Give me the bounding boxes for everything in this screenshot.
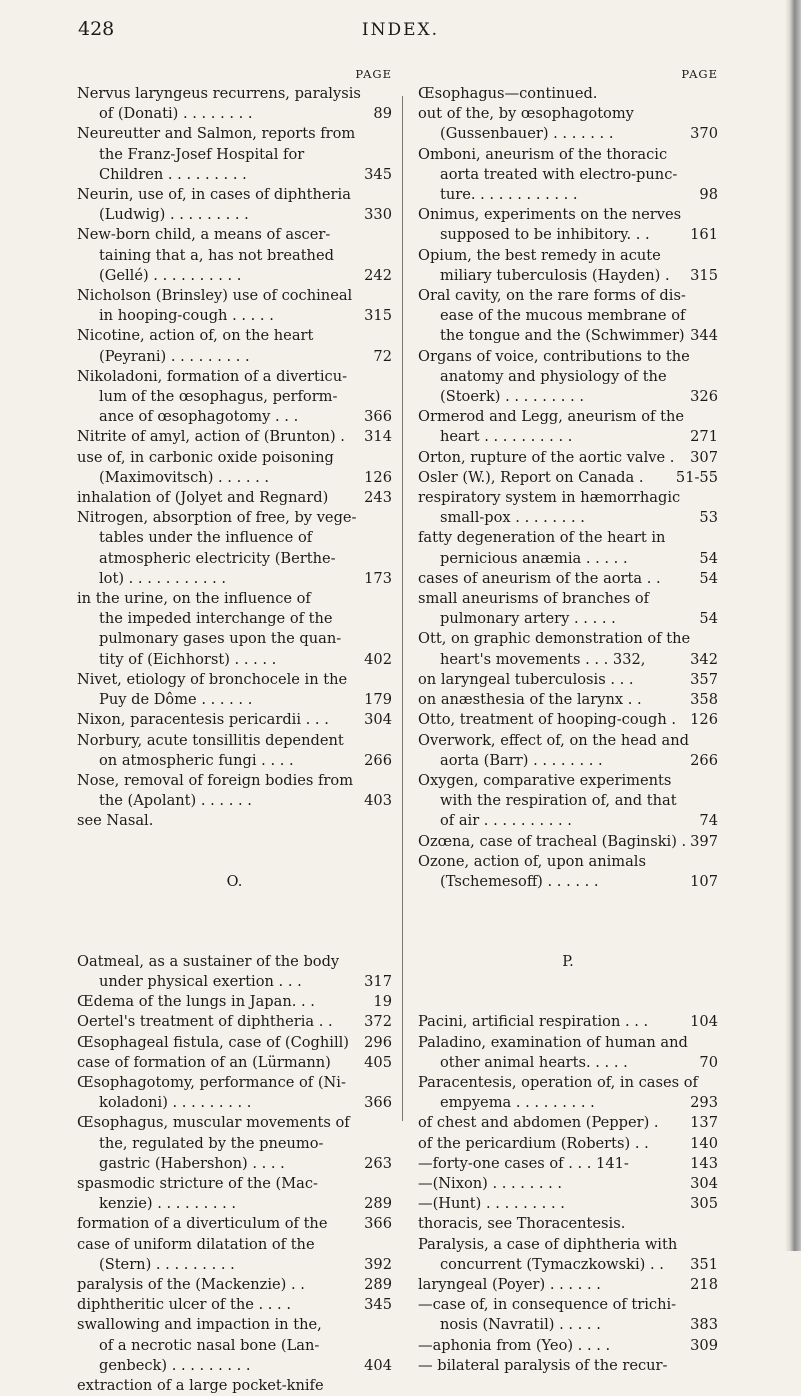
index-entry xyxy=(77,1174,392,1214)
entry-line: case of uniform dilatation of the xyxy=(77,1235,315,1253)
entry-line: —(Hunt) . . . . . . . . . xyxy=(418,1195,565,1213)
index-entry xyxy=(418,488,718,528)
entry-line: of a necrotic nasal bone (Lan- xyxy=(99,1336,320,1354)
index-entry xyxy=(77,448,392,488)
column-divider xyxy=(402,96,403,1121)
index-entry xyxy=(77,1235,392,1275)
entry-line: Œsophageal fistula, case of (Coghill) xyxy=(77,1033,349,1051)
entry-page-number: 293 xyxy=(690,1094,718,1112)
entry-page-number: 342 xyxy=(690,650,718,668)
index-entry xyxy=(77,326,392,366)
entry-line: Nicotine, action of, on the heart xyxy=(77,327,314,345)
entry-line: cases of aneurism of the aorta . . xyxy=(418,569,661,587)
entry-page-number: 54 xyxy=(699,610,718,628)
entry-line: lot) . . . . . . . . . . . xyxy=(99,569,227,587)
entry-line: koladoni) . . . . . . . . . xyxy=(99,1094,252,1112)
entry-page-number: 344 xyxy=(690,327,718,345)
entry-line: Nervus laryngeus recurrens, paralysis xyxy=(77,85,361,102)
entry-line: Onimus, experiments on the nerves xyxy=(418,206,682,224)
entry-line: taining that a, has not breathed xyxy=(99,246,334,264)
entry-line: pernicious anæmia . . . . . xyxy=(440,549,628,567)
entry-page-number: 19 xyxy=(373,993,392,1011)
entry-line: Œsophagus—continued. xyxy=(418,85,598,102)
entry-line: ture. . . . . . . . . . . . xyxy=(440,186,578,204)
entry-page-number: 397 xyxy=(690,832,718,850)
entry-line: of the pericardium (Roberts) . . xyxy=(418,1134,649,1152)
entry-line: Nivet, etiology of bronchocele in the xyxy=(77,670,348,688)
index-entry xyxy=(77,992,392,1012)
entry-page-number: 74 xyxy=(699,812,718,830)
entry-line: heart's movements . . . 332, xyxy=(440,650,646,668)
entry-page-number: 263 xyxy=(364,1154,392,1172)
index-entry xyxy=(418,690,718,710)
index-entry xyxy=(77,1033,392,1053)
index-entry xyxy=(77,225,392,286)
index-entry xyxy=(418,205,718,245)
entry-page-number: 126 xyxy=(690,711,718,729)
index-entry xyxy=(418,1336,718,1356)
index-section-o-continued xyxy=(418,84,718,892)
entry-page-number: 402 xyxy=(364,650,392,668)
index-entry xyxy=(418,1194,718,1214)
entry-line: inhalation of (Jolyet and Regnard) xyxy=(77,489,329,507)
index-entry xyxy=(418,1154,718,1174)
entry-line: the (Apolant) . . . . . . xyxy=(99,792,252,810)
entry-line: Osler (W.), Report on Canada . xyxy=(418,468,644,486)
entry-page-number: 405 xyxy=(364,1053,392,1071)
entry-line: extraction of a large pocket-knife xyxy=(77,1376,324,1394)
index-entry xyxy=(77,771,392,811)
entry-line: heart . . . . . . . . . . xyxy=(440,428,573,446)
entry-line: under physical exertion . . . xyxy=(99,972,302,990)
index-entry xyxy=(418,710,718,730)
entry-line: the tongue and the (Schwimmer) xyxy=(440,327,685,345)
entry-line: thoracis, see Thoracentesis. xyxy=(418,1215,626,1233)
entry-page-number: 54 xyxy=(699,569,718,587)
entry-line: Œsophagus, muscular movements of xyxy=(77,1114,350,1132)
running-head: INDEX. xyxy=(361,20,440,40)
index-entry xyxy=(77,1315,392,1376)
entry-line: Overwork, effect of, on the head and xyxy=(418,731,689,749)
entry-page-number: 357 xyxy=(690,670,718,688)
entry-line: (Maximovitsch) . . . . . . xyxy=(99,468,270,486)
index-entry xyxy=(77,670,392,710)
entry-line: formation of a diverticulum of the xyxy=(77,1215,328,1233)
entry-page-number: 266 xyxy=(364,751,392,769)
entry-page-number: 345 xyxy=(364,165,392,183)
entry-line: aorta (Barr) . . . . . . . . xyxy=(440,751,603,769)
index-entry xyxy=(77,508,392,589)
entry-line: tables under the influence of xyxy=(99,529,313,547)
entry-page-number: 54 xyxy=(699,549,718,567)
entry-line: concurrent (Tymaczkowski) . . xyxy=(440,1255,664,1273)
section-heading-o: O. xyxy=(226,873,243,890)
index-entry xyxy=(418,468,718,488)
entry-page-number: 243 xyxy=(364,489,392,507)
entry-page-number: 126 xyxy=(364,468,392,486)
entry-page-number: 289 xyxy=(364,1275,392,1293)
entry-line: —aphonia from (Yeo) . . . . xyxy=(418,1336,611,1354)
entry-line: genbeck) . . . . . . . . . xyxy=(99,1356,251,1374)
entry-page-number: 266 xyxy=(690,751,718,769)
entry-line: supposed to be inhibitory. . . xyxy=(440,226,650,244)
book-page-edge xyxy=(785,0,801,1251)
index-entry xyxy=(418,1295,718,1335)
entry-line: on laryngeal tuberculosis . . . xyxy=(418,670,634,688)
entry-page-number: 309 xyxy=(690,1336,718,1354)
entry-line: laryngeal (Poyer) . . . . . . xyxy=(418,1275,601,1293)
entry-line: (Gussenbauer) . . . . . . . xyxy=(440,125,614,143)
index-entry xyxy=(77,1214,392,1234)
entry-page-number: 383 xyxy=(690,1316,718,1334)
entry-page-number: 366 xyxy=(364,408,392,426)
entry-line: on anæsthesia of the larynx . . xyxy=(418,691,642,709)
entry-page-number: 289 xyxy=(364,1195,392,1213)
index-entry xyxy=(77,952,392,992)
index-entry xyxy=(418,1012,718,1032)
entry-page-number: 271 xyxy=(690,428,718,446)
entry-page-number: 104 xyxy=(690,1013,718,1031)
entry-line: Ozœna, case of tracheal (Baginski) . xyxy=(418,832,687,850)
entry-line: the impeded interchange of the xyxy=(99,610,333,628)
entry-line: Nitrogen, absorption of free, by vege- xyxy=(77,509,357,527)
entry-page-number: 98 xyxy=(699,186,718,204)
entry-line: the, regulated by the pneumo- xyxy=(99,1134,324,1152)
entry-line: Neurin, use of, in cases of diphtheria xyxy=(77,186,351,204)
entry-page-number: 317 xyxy=(364,972,392,990)
entry-line: ease of the mucous membrane of xyxy=(440,307,686,325)
index-section-o xyxy=(77,952,392,1396)
entry-line: Ott, on graphic demonstration of the xyxy=(418,630,691,648)
entry-page-number: 218 xyxy=(690,1275,718,1293)
index-entry xyxy=(77,1376,392,1396)
entry-line: Paladino, examination of human and xyxy=(418,1033,688,1051)
entry-line: (Stern) . . . . . . . . . xyxy=(99,1255,235,1273)
entry-page-number: 404 xyxy=(364,1356,392,1374)
entry-line: Ormerod and Legg, aneurism of the xyxy=(418,408,685,426)
entry-page-number: 242 xyxy=(364,266,392,284)
entry-line: Norbury, acute tonsillitis dependent xyxy=(77,731,344,749)
entry-line: spasmodic stricture of the (Mac- xyxy=(77,1174,318,1192)
entry-page-number: 72 xyxy=(373,347,392,365)
entry-line: Puy de Dôme . . . . . . xyxy=(99,691,253,709)
entry-line: atmospheric electricity (Berthe- xyxy=(99,549,336,567)
index-entry xyxy=(418,246,718,286)
page-number: 428 xyxy=(78,18,115,40)
index-entry xyxy=(77,1012,392,1032)
entry-page-number: 366 xyxy=(364,1094,392,1112)
entry-line: —(Nixon) . . . . . . . . xyxy=(418,1174,563,1192)
entry-line: fatty degeneration of the heart in xyxy=(418,529,666,547)
entry-page-number: 51-55 xyxy=(675,468,718,486)
entry-page-number: 137 xyxy=(690,1114,718,1132)
index-entry xyxy=(418,145,718,206)
entry-line: anatomy and physiology of the xyxy=(440,367,667,385)
entry-line: (Stoerk) . . . . . . . . . xyxy=(440,388,584,406)
entry-line: (Gellé) . . . . . . . . . . xyxy=(99,266,242,284)
entry-page-number: 304 xyxy=(364,711,392,729)
index-entry xyxy=(418,1214,718,1234)
entry-page-number: 89 xyxy=(373,105,392,123)
entry-line: on atmospheric fungi . . . . xyxy=(99,751,294,769)
index-entry xyxy=(77,710,392,730)
index-entry xyxy=(77,185,392,225)
entry-line: with the respiration of, and that xyxy=(440,792,677,810)
entry-line: ance of œsophagotomy . . . xyxy=(99,408,299,426)
entry-page-number: 366 xyxy=(364,1215,392,1233)
entry-page-number: 403 xyxy=(364,792,392,810)
entry-line: Omboni, aneurism of the thoracic xyxy=(418,145,668,163)
entry-line: out of the, by œsophagotomy xyxy=(418,105,634,123)
right-column xyxy=(418,64,718,1376)
entry-line: Pacini, artificial respiration . . . xyxy=(418,1013,649,1031)
index-entry xyxy=(418,852,718,892)
entry-line: Œdema of the lungs in Japan. . . xyxy=(77,993,315,1011)
index-entry xyxy=(77,488,392,508)
entry-line: pulmonary gases upon the quan- xyxy=(99,630,342,648)
index-section-p xyxy=(418,1012,718,1376)
index-entry xyxy=(418,286,718,347)
entry-line: lum of the œsophagus, perform- xyxy=(99,388,338,406)
entry-page-number: 107 xyxy=(690,872,718,890)
entry-line: Oertel's treatment of diphtheria . . xyxy=(77,1013,333,1031)
index-entry xyxy=(418,569,718,589)
index-entry xyxy=(418,731,718,771)
index-entry xyxy=(77,1073,392,1113)
entry-line: gastric (Habershon) . . . . xyxy=(99,1154,285,1172)
entry-page-number: 143 xyxy=(690,1154,718,1172)
entry-page-number: 315 xyxy=(364,307,392,325)
index-entry xyxy=(418,84,718,104)
index-entry xyxy=(77,1295,392,1315)
index-entry xyxy=(418,771,718,832)
entry-page-number: 370 xyxy=(690,125,718,143)
index-entry xyxy=(77,1275,392,1295)
index-entry xyxy=(418,104,718,144)
index-entry xyxy=(418,1235,718,1275)
entry-line: see Nasal. xyxy=(77,812,154,830)
entry-page-number: 315 xyxy=(690,266,718,284)
entry-page-number: 392 xyxy=(364,1255,392,1273)
entry-line: Orton, rupture of the aortic valve . xyxy=(418,448,675,466)
entry-page-number: 305 xyxy=(690,1195,718,1213)
entry-line: — bilateral paralysis of the recur- xyxy=(418,1356,668,1374)
entry-page-number: 372 xyxy=(364,1013,392,1031)
entry-line: pulmonary artery . . . . . xyxy=(440,610,616,628)
entry-line: Nixon, paracentesis pericardii . . . xyxy=(77,711,329,729)
index-entry xyxy=(77,589,392,670)
index-entry xyxy=(418,448,718,468)
entry-line: —case of, in consequence of trichi- xyxy=(418,1296,677,1314)
entry-page-number: 330 xyxy=(364,206,392,224)
page-header xyxy=(0,0,801,60)
entry-line: aorta treated with electro-punc- xyxy=(440,165,678,183)
entry-page-number: 326 xyxy=(690,388,718,406)
index-entry xyxy=(418,629,718,669)
index-entry xyxy=(77,811,392,831)
index-entry xyxy=(77,427,392,447)
index-entry xyxy=(418,347,718,408)
entry-line: of (Donati) . . . . . . . . xyxy=(99,105,253,123)
entry-line: Nose, removal of foreign bodies from xyxy=(77,771,354,789)
entry-line: Oxygen, comparative experiments xyxy=(418,771,672,789)
entry-page-number: 314 xyxy=(364,428,392,446)
index-entry xyxy=(418,1033,718,1073)
index-section-n xyxy=(77,84,392,832)
entry-line: empyema . . . . . . . . . xyxy=(440,1094,595,1112)
index-entry xyxy=(77,367,392,428)
entry-line: (Tschemesoff) . . . . . . xyxy=(440,872,599,890)
index-entry xyxy=(418,832,718,852)
entry-line: Œsophagotomy, performance of (Ni- xyxy=(77,1073,346,1091)
entry-line: in hooping-cough . . . . . xyxy=(99,307,274,325)
entry-page-number: 161 xyxy=(690,226,718,244)
entry-line: Oatmeal, as a sustainer of the body xyxy=(77,952,340,970)
entry-line: in the urine, on the influence of xyxy=(77,590,311,608)
entry-line: Nikoladoni, formation of a diverticu- xyxy=(77,367,348,385)
index-entry xyxy=(77,1053,392,1073)
index-entry xyxy=(77,286,392,326)
entry-line: Paralysis, a case of diphtheria with xyxy=(418,1235,678,1253)
index-entry xyxy=(418,1073,718,1113)
entry-line: other animal hearts. . . . . xyxy=(440,1053,628,1071)
index-entry xyxy=(418,1134,718,1154)
index-entry xyxy=(418,589,718,629)
entry-page-number: 345 xyxy=(364,1296,392,1314)
entry-line: of chest and abdomen (Pepper) . xyxy=(418,1114,659,1132)
entry-page-number: 173 xyxy=(364,569,392,587)
entry-line: Opium, the best remedy in acute xyxy=(418,246,661,264)
entry-line: Oral cavity, on the rare forms of dis- xyxy=(418,287,686,305)
index-entry xyxy=(418,670,718,690)
entry-page-number: 304 xyxy=(690,1174,718,1192)
entry-page-number: 351 xyxy=(690,1255,718,1273)
index-entry xyxy=(418,1356,718,1376)
index-entry xyxy=(77,124,392,185)
entry-line: swallowing and impaction in the, xyxy=(77,1316,322,1334)
entry-line: diphtheritic ulcer of the . . . . xyxy=(77,1296,291,1314)
entry-line: Otto, treatment of hooping-cough . xyxy=(418,711,677,729)
entry-line: Neureutter and Salmon, reports from xyxy=(77,125,356,143)
entry-line: use of, in carbonic oxide poisoning xyxy=(77,448,334,466)
entry-line: nosis (Navratil) . . . . . xyxy=(440,1316,601,1334)
entry-page-number: 296 xyxy=(364,1033,392,1051)
entry-line: —forty-one cases of . . . 141- xyxy=(418,1154,629,1172)
entry-line: tity of (Eichhorst) . . . . . xyxy=(99,650,277,668)
index-entry xyxy=(418,1113,718,1133)
entry-line: small aneurisms of branches of xyxy=(418,590,650,608)
entry-line: Ozone, action of, upon animals xyxy=(418,852,646,870)
index-entry xyxy=(418,407,718,447)
entry-line: Nitrite of amyl, action of (Brunton) . xyxy=(77,428,345,446)
page-column-label: PAGE xyxy=(355,67,392,81)
index-entry xyxy=(418,1174,718,1194)
entry-line: kenzie) . . . . . . . . . xyxy=(99,1195,237,1213)
section-heading-p: P. xyxy=(562,954,574,971)
entry-line: (Ludwig) . . . . . . . . . xyxy=(99,206,249,224)
index-entry xyxy=(418,1275,718,1295)
entry-line: Children . . . . . . . . . xyxy=(99,165,247,183)
entry-page-number: 70 xyxy=(699,1053,718,1071)
entry-page-number: 140 xyxy=(690,1134,718,1152)
entry-line: of air . . . . . . . . . . xyxy=(440,812,572,830)
entry-line: case of formation of an (Lürmann) xyxy=(77,1053,331,1071)
entry-line: paralysis of the (Mackenzie) . . xyxy=(77,1275,305,1293)
entry-line: Paracentesis, operation of, in cases of xyxy=(418,1073,698,1091)
entry-line: the Franz-Josef Hospital for xyxy=(99,145,305,163)
entry-line: small-pox . . . . . . . . xyxy=(440,509,585,527)
index-entry xyxy=(77,1113,392,1174)
index-entry xyxy=(77,731,392,771)
entry-line: Nicholson (Brinsley) use of cochineal xyxy=(77,287,353,305)
entry-line: miliary tuberculosis (Hayden) . xyxy=(440,266,670,284)
left-column xyxy=(77,64,392,1396)
entry-line: respiratory system in hæmorrhagic xyxy=(418,489,681,507)
entry-page-number: 358 xyxy=(690,691,718,709)
entry-page-number: 179 xyxy=(364,691,392,709)
entry-line: (Peyrani) . . . . . . . . . xyxy=(99,347,250,365)
entry-page-number: 307 xyxy=(690,448,718,466)
index-entry xyxy=(418,528,718,568)
entry-page-number: 53 xyxy=(699,509,718,527)
entry-line: New-born child, a means of ascer- xyxy=(77,226,331,244)
page-column-label: PAGE xyxy=(681,67,718,81)
index-entry xyxy=(77,84,392,124)
entry-line: Organs of voice, contributions to the xyxy=(418,347,690,365)
